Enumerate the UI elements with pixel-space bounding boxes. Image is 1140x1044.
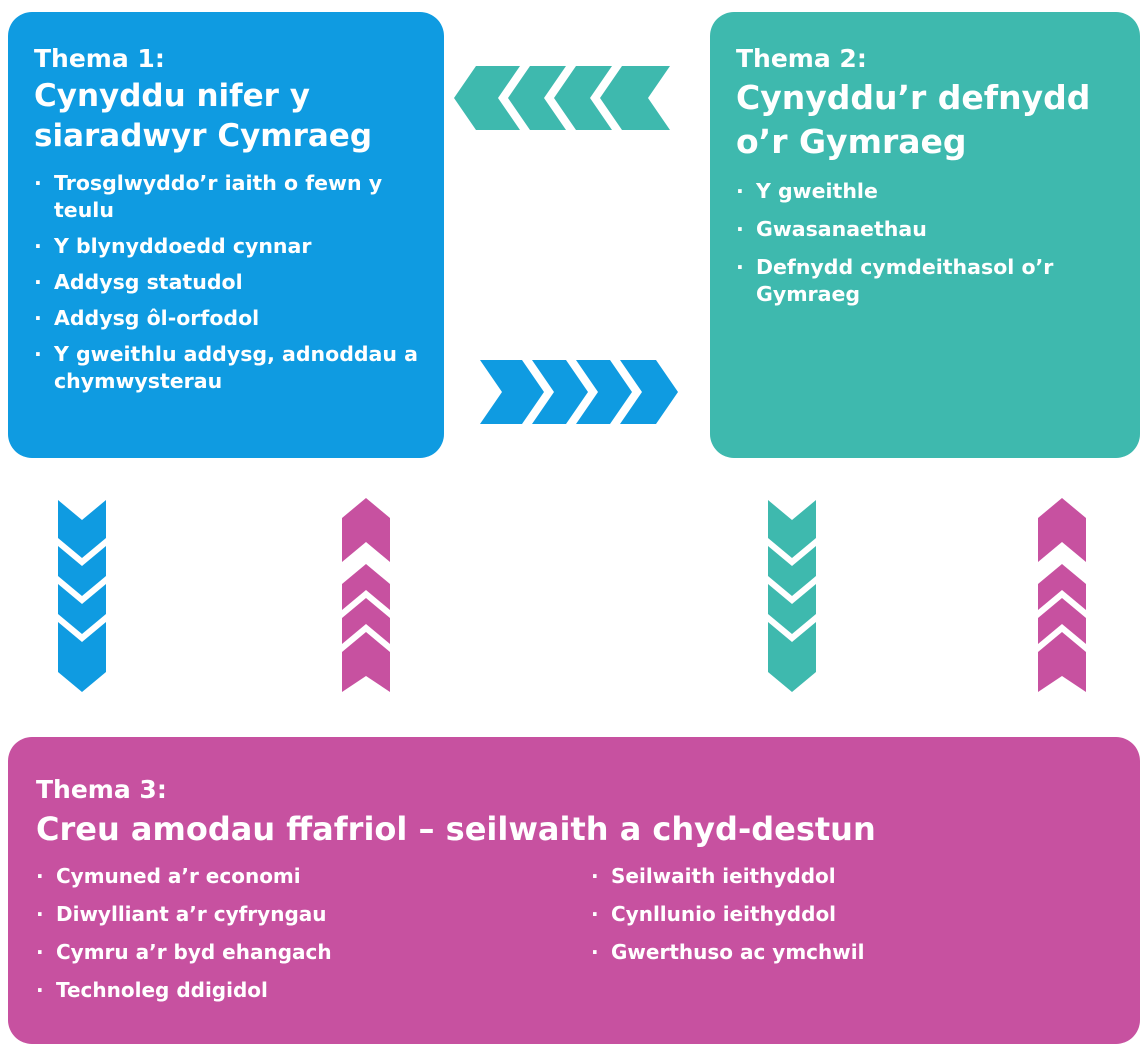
list-item: · Y gweithle [736, 179, 878, 203]
bullet-icon: · [34, 306, 42, 330]
theme-1-label: Thema 1: [34, 44, 165, 73]
chevron-right-icon-group [480, 360, 678, 424]
theme-3-title: Creu amodau ffafriol – seilwaith a chyd-destun [36, 810, 876, 848]
bullet-icon: · [36, 940, 44, 964]
list-item: · Addysg ôl-orfodol [34, 306, 260, 330]
chevron-up-icon [342, 632, 390, 692]
list-item: · Cymuned a’r economi [36, 864, 301, 888]
chevron-up-icon-group-right [1038, 498, 1086, 692]
bullet-icon: · [34, 342, 42, 366]
chevron-up-icon-group-left [342, 498, 390, 692]
bullet-icon: · [34, 171, 42, 195]
bullet-icon: · [36, 864, 44, 888]
chevron-left-icon-group [454, 66, 670, 130]
list-item: · Gwerthuso ac ymchwil [591, 940, 865, 964]
bullet-icon: · [591, 864, 599, 888]
list-item: · Y blynyddoedd cynnar [34, 234, 312, 258]
chevron-up-icon [1038, 498, 1086, 562]
bullet-icon: · [736, 217, 744, 241]
list-item: · Y gweithlu addysg, adnoddau a chymwysterau [34, 342, 418, 393]
list-item: · Addysg statudol [34, 270, 243, 294]
list-item: · Cynllunio ieithyddol [591, 902, 837, 926]
chevron-down-icon [768, 500, 816, 558]
bullet-icon: · [36, 978, 44, 1002]
chevron-left-icon [600, 66, 670, 130]
theme-2-label: Thema 2: [736, 44, 867, 73]
list-item: · Defnydd cymdeithasol o’r Gymraeg [736, 255, 1054, 306]
chevron-up-icon [342, 498, 390, 562]
list-item: · Gwasanaethau [736, 217, 927, 241]
chevron-up-icon [1038, 632, 1086, 692]
list-item: · Seilwaith ieithyddol [591, 864, 836, 888]
chevron-down-icon-group-blue [58, 500, 106, 692]
bullet-icon: · [736, 179, 744, 203]
bullet-icon: · [34, 234, 42, 258]
bullet-icon: · [34, 270, 42, 294]
theme-1-title: Cynyddu nifer y siaradwyr Cymraeg [34, 78, 373, 154]
list-item: · Trosglwyddo’r iaith o fewn y teulu [34, 171, 383, 222]
list-item: · Diwylliant a’r cyfryngau [36, 902, 327, 926]
chevron-right-icon [480, 360, 544, 424]
theme-2-title: Cynyddu’r defnydd o’r Gymraeg [736, 78, 1091, 161]
chevron-down-icon [58, 500, 106, 558]
list-item: · Technoleg ddigidol [36, 978, 268, 1002]
bullet-icon: · [36, 902, 44, 926]
list-item: · Cymru a’r byd ehangach [36, 940, 332, 964]
bullet-icon: · [736, 255, 744, 279]
theme-3-label: Thema 3: [36, 775, 167, 804]
bullet-icon: · [591, 940, 599, 964]
chevron-down-icon-group-teal [768, 500, 816, 692]
bullet-icon: · [591, 902, 599, 926]
